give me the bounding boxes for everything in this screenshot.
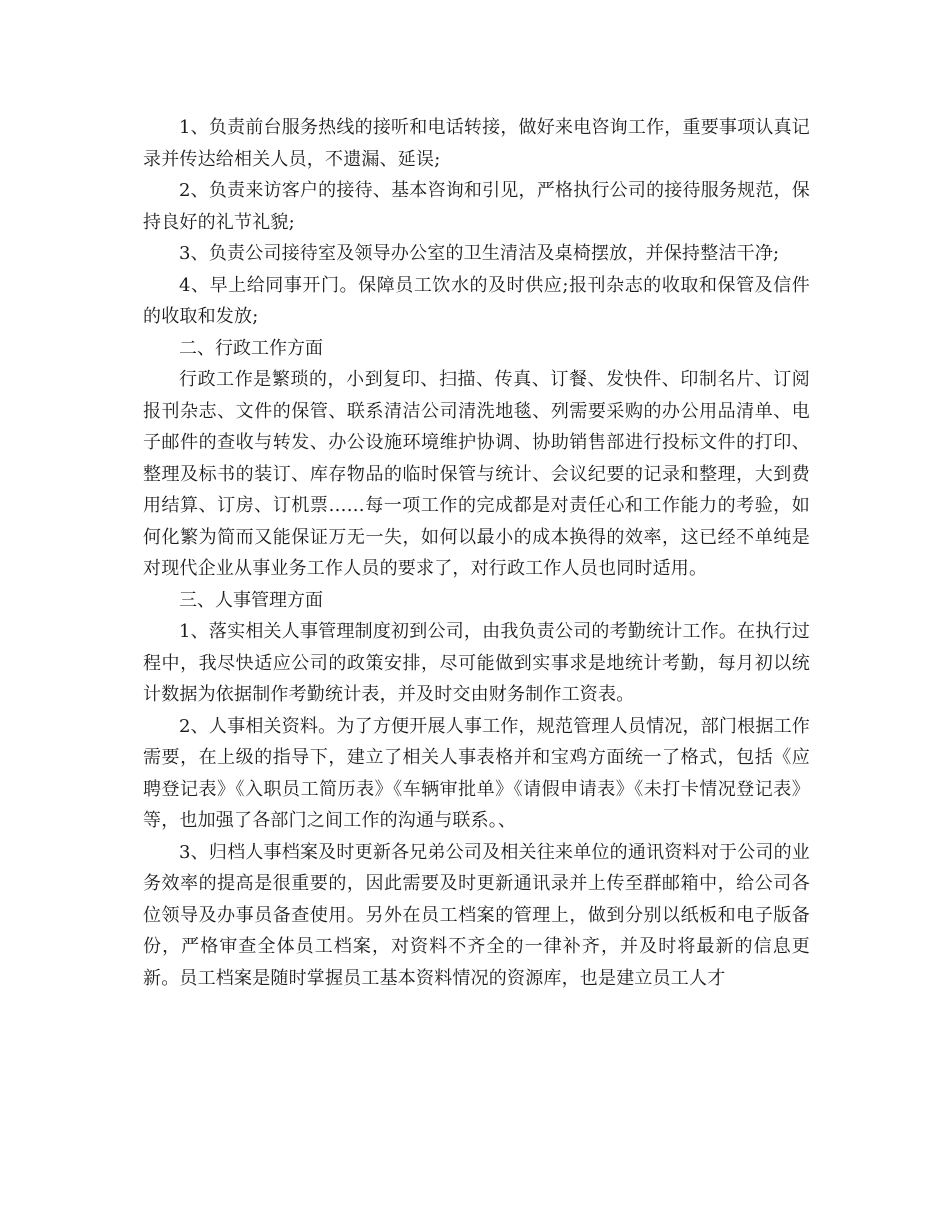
paragraph-visitor-reception: 2、负责来访客户的接待、基本咨询和引见，严格执行公司的接待服务规范，保持良好的礼节礼貌;: [143, 180, 810, 233]
paragraph-morning-duties: 4、早上给同事开门。保障员工饮水的及时供应;报刊杂志的收取和保管及信件的收取和发放;: [143, 274, 810, 327]
paragraph-attendance: 1、落实相关人事管理制度初到公司，由我负责公司的考勤统计工作。在执行过程中，我尽快适应公司的政策安排，尽可能做到实事求是地统计考勤，每月初以统计数据为依据制作考勤统计表，并及时交由财务制作工资表。: [143, 621, 810, 705]
paragraph-administration-work: 行政工作是繁琐的，小到复印、扫描、传真、订餐、发快件、印制名片、订阅报刊杂志、文件的保管、联系清洁公司清洗地毯、列需要采购的办公用品清单、电子邮件的查收与转发、办公设施环境维护协调、协助销售部进行投标文件的打印、整理及标书的装订、库存物品的临时保管与统计、会议纪要的记录和整理，大到费用结算、订房、订机票……每一项工作的完成都是对责任心和工作能力的考验，如何化繁为简而又能保证万无一失，如何以最小的成本换得的效率，这已经不单纯是对现代企业从事业务工作人员的要求了，对行政工作人员也同时适用。: [143, 369, 810, 579]
paragraph-personnel-forms: 2、人事相关资料。为了方便开展人事工作，规范管理人员情况，部门根据工作需要，在上级的指导下，建立了相关人事表格并和宝鸡方面统一了格式，包括《应聘登记表》《入职员工简历表》《车辆审批单》《请假申请表》《未打卡情况登记表》等，也加强了各部门之间工作的沟通与联系。、: [143, 715, 810, 831]
paragraph-office-cleaning: 3、负责公司接待室及领导办公室的卫生清洁及桌椅摆放，并保持整洁干净;: [179, 243, 780, 264]
paragraph-front-desk-hotline: 1、负责前台服务热线的接听和电话转接，做好来电咨询工作，重要事项认真记录并传达给相关人员，不遗漏、延误;: [143, 117, 810, 170]
paragraph-personnel-archives: 3、归档人事档案及时更新各兄弟公司及相关往来单位的通讯资料对于公司的业务效率的提高是很重要的，因此需要及时更新通讯录并上传至群邮箱中，给公司各位领导及办事员备查使用。另外在员工档案的管理上，做到分别以纸板和电子版备份，严格审查全体员工档案，对资料不齐全的一律补齐，并及时将最新的信息更新。员工档案是随时掌握员工基本资料情况的资源库，也是建立员工人才: [143, 841, 810, 989]
section-heading-administration: 二、行政工作方面: [179, 337, 323, 359]
section-heading-personnel: 三、人事管理方面: [179, 589, 323, 611]
